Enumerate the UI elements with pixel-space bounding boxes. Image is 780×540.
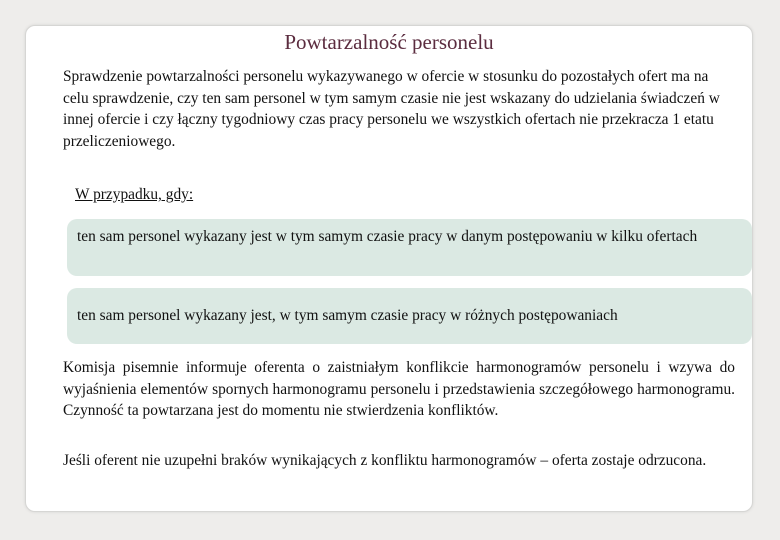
closing-paragraph: Jeśli oferent nie uzupełni braków wynikających z konfliktu harmonogramów – oferta zostaje odrzucona.	[63, 452, 707, 469]
case-box-2: ten sam personel wykazany jest, w tym samym czasie pracy w różnych postępowaniach	[67, 288, 752, 344]
case-box-1: ten sam personel wykazany jest w tym samym czasie pracy w danym postępowaniu w kilku ofertach	[67, 219, 752, 276]
intro-paragraph: Sprawdzenie powtarzalności personelu wykazywanego w ofercie w stosunku do pozostałych ofert ma na celu sprawdzenie, czy ten sam personel w tym samym czasie nie jest wskazany do udzielania świadczeń w innej ofercie i czy łączny tygodniowy czas pracy personelu we wszystkich ofertach nie przekracza 1 etatu przeliczeniowego.	[63, 68, 720, 150]
case-label: W przypadku, gdy:	[75, 186, 194, 203]
page-title: Powtarzalność personelu	[284, 30, 494, 54]
slide-panel	[25, 25, 753, 512]
outro-paragraph: Komisja pisemnie informuje oferenta o zaistniałym konflikcie harmonogramów personelu i wzywa do wyjaśnienia elementów spornych harmonogramu personelu i przedstawienia szczegółowego harmonogramu. Czynność ta powtarzana jest do momentu nie stwierdzenia konfliktów.	[63, 359, 735, 420]
